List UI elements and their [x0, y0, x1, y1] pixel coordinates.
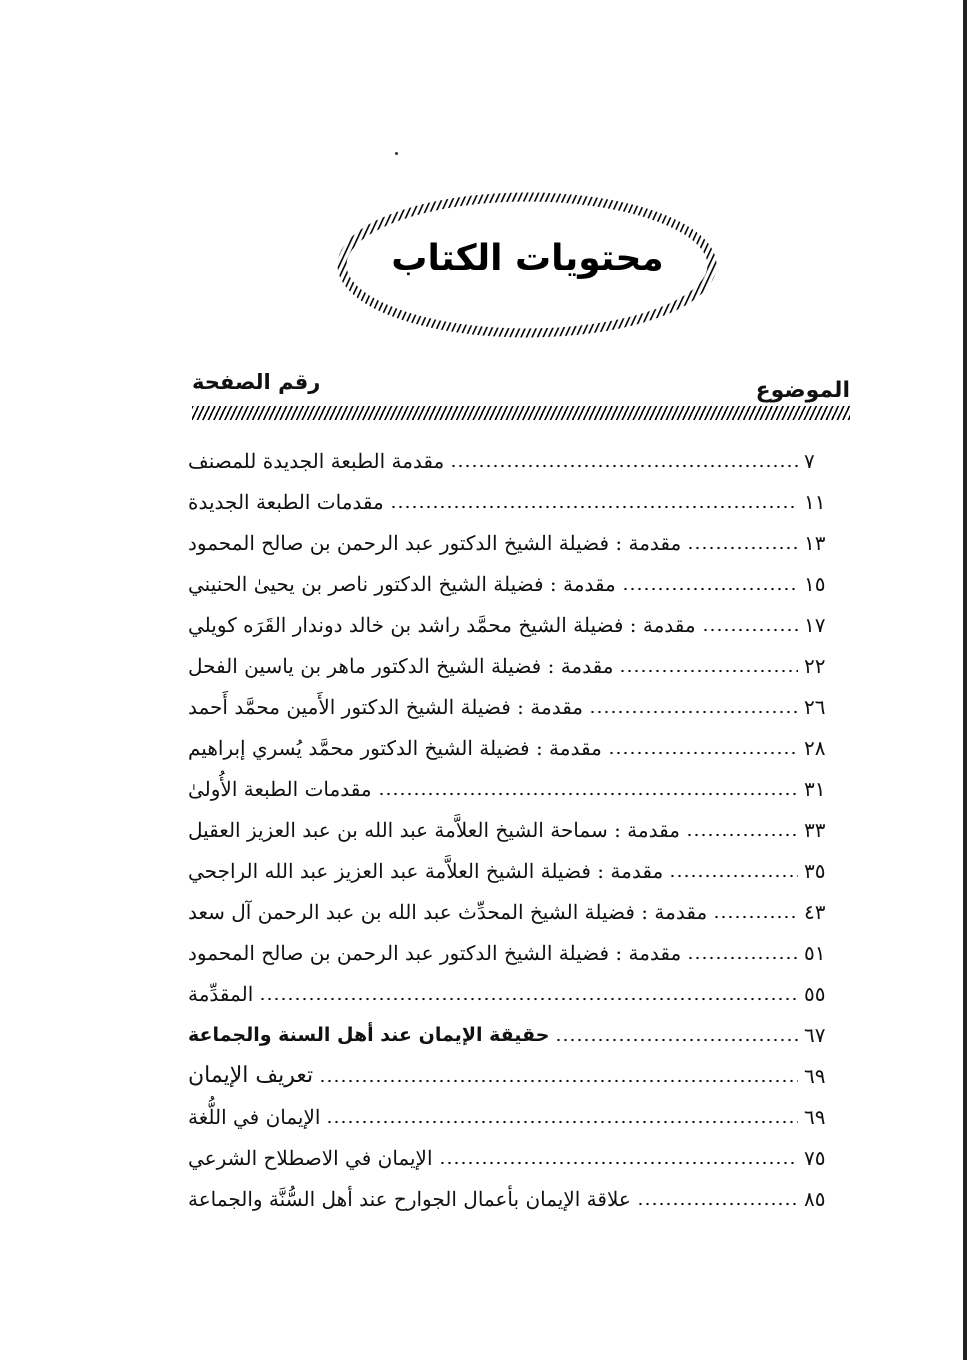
toc-entry	[188, 481, 848, 522]
entry-title: الإيمان في الاصطلاح الشرعي	[188, 1145, 433, 1170]
entry-title: تعريف الإيمان	[188, 1063, 314, 1088]
page-number-column-label: رقم الصفحة	[192, 370, 321, 394]
entry-title: مقدمة : فضيلة الشيخ محمَّد راشد بن خالد دوندار القَرَه كويلي	[188, 612, 696, 637]
entry-title: مقدمة : سماحة الشيخ العلاَّمة عبد الله بن عبد العزيز العقيل	[188, 817, 680, 842]
toc-entry	[188, 522, 848, 563]
toc-entry	[188, 1014, 848, 1055]
entry-title: مقدمة : فضيلة الشيخ المحدِّث عبد الله بن عبد الرحمن آل سعد	[188, 899, 708, 924]
page-edge	[963, 0, 967, 1360]
toc-entry	[188, 1137, 848, 1178]
header-hatched-rule	[192, 406, 850, 420]
scan-speck	[395, 152, 398, 155]
topic-column-label: الموضوع	[755, 378, 850, 403]
toc-entry	[188, 686, 848, 727]
toc-entry	[188, 645, 848, 686]
toc-entry	[188, 604, 848, 645]
entry-page-number: ٣١	[804, 776, 826, 801]
entry-title: مقدمة : فضيلة الشيخ الدكتور الأَمين محمَّد أَحمد	[188, 694, 584, 719]
dot-leader	[619, 669, 798, 673]
dot-leader	[319, 1079, 798, 1083]
entry-page-number: ٤٣	[804, 899, 826, 924]
entry-page-number: ١٣	[804, 530, 826, 555]
dot-leader	[439, 1161, 798, 1165]
title-frame	[335, 190, 720, 340]
dot-leader	[713, 915, 798, 919]
entry-page-number: ٦٩	[804, 1104, 826, 1129]
entry-page-number: ١٥	[804, 571, 826, 596]
entry-page-number: ١١	[804, 489, 826, 514]
entry-page-number: ٢٨	[804, 735, 826, 760]
entry-page-number: ٢٢	[804, 653, 826, 678]
dot-leader	[637, 1202, 798, 1206]
dot-leader	[259, 997, 798, 1001]
dot-leader	[686, 833, 798, 837]
entry-page-number: ٣٥	[804, 858, 826, 883]
entry-title: مقدمة : فضيلة الشيخ العلاَّمة عبد العزيز عبد الله الراجحي	[188, 858, 664, 883]
dot-leader	[622, 587, 798, 591]
entry-page-number: ٦٧	[804, 1022, 826, 1047]
entry-title: مقدمة : فضيلة الشيخ الدكتور ناصر بن يحيىٰ الحنيني	[188, 571, 616, 596]
entry-page-number: ٣٣	[804, 817, 826, 842]
toc-entry	[188, 727, 848, 768]
entry-title: مقدمات الطبعة الأُولىٰ	[188, 776, 372, 801]
toc-entry	[188, 932, 848, 973]
dot-leader	[326, 1120, 798, 1124]
entry-page-number: ٥١	[804, 940, 826, 965]
entry-title: المقدِّمة	[188, 981, 254, 1006]
dot-leader	[589, 710, 798, 714]
dot-leader	[669, 874, 798, 878]
dot-leader	[390, 505, 798, 509]
toc-entry	[188, 891, 848, 932]
dot-leader	[608, 751, 798, 755]
entry-page-number: ١٧	[804, 612, 826, 637]
entry-title: علاقة الإيمان بأعمال الجوارح عند أهل السُّنَّة والجماعة	[188, 1186, 631, 1211]
entry-title: حقيقة الإيمان عند أهل السنة والجماعة	[188, 1023, 550, 1046]
entry-title: الإيمان في اللُّغة	[188, 1104, 321, 1129]
dot-leader	[702, 628, 798, 632]
dot-leader	[378, 792, 798, 796]
dot-leader	[687, 546, 798, 550]
toc-entry	[188, 1055, 848, 1096]
toc-entry	[188, 973, 848, 1014]
entry-title: مقدمات الطبعة الجديدة	[188, 489, 384, 514]
toc-entry	[188, 809, 848, 850]
toc-entry	[188, 1178, 848, 1219]
toc-entry	[188, 1096, 848, 1137]
entry-page-number: ٧	[804, 448, 815, 473]
dot-leader	[687, 956, 798, 960]
entry-page-number: ٢٦	[804, 694, 826, 719]
toc-entry	[188, 850, 848, 891]
entry-page-number: ٦٩	[804, 1063, 826, 1088]
toc-entry	[188, 440, 848, 481]
entry-page-number: ٧٥	[804, 1145, 826, 1170]
entry-title: مقدمة : فضيلة الشيخ الدكتور عبد الرحمن بن صالح المحمود	[188, 530, 682, 555]
entry-title: مقدمة الطبعة الجديدة للمصنف	[188, 448, 445, 473]
entry-title: مقدمة : فضيلة الشيخ الدكتور محمَّد يُسري إبراهيم	[188, 735, 602, 760]
entry-title: مقدمة : فضيلة الشيخ الدكتور ماهر بن ياسين الفحل	[188, 653, 614, 678]
entry-title: مقدمة : فضيلة الشيخ الدكتور عبد الرحمن بن صالح المحمود	[188, 940, 682, 965]
toc-header	[192, 370, 850, 410]
dot-leader	[450, 464, 798, 468]
entry-page-number: ٥٥	[804, 981, 826, 1006]
entry-page-number: ٨٥	[804, 1186, 826, 1211]
dot-leader	[555, 1038, 798, 1042]
toc-entry	[188, 768, 848, 809]
toc-entry	[188, 563, 848, 604]
table-of-contents	[188, 440, 848, 1219]
page-title: محتويات الكتاب	[391, 238, 664, 279]
